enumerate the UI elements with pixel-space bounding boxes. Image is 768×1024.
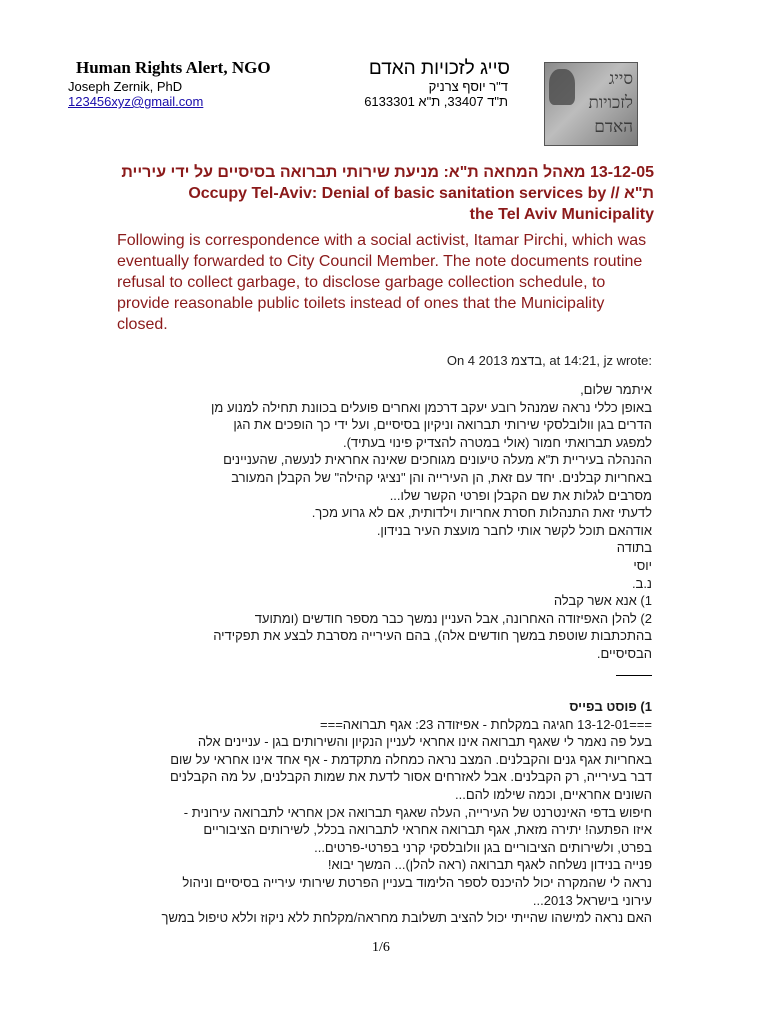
- letter-line: בהתכתבות שוטפת במשך חודשים אלה), בהם העירייה מסרבת לבצע את תפקידיה: [213, 628, 652, 644]
- title-line-1: 13-12-05 מאהל המחאה ת"א: מניעת שירותי תברואה בסיסיים על ידי עיריית: [121, 164, 654, 181]
- post-line: פנייה בנידון נשלחה לאגף תברואה (ראה להלן)... המשך יבוא!: [327, 857, 652, 873]
- post-line: איזו הפתעה! יתירה מזאת, אגף תברואה אחראי לתברואה בכלל, לשירותים הציבוריים: [203, 822, 652, 838]
- post-line: נראה לי שהמקרה יכול להיכנס לספר הלימוד בעניין הפרטת שירותי עירייה בסיסיים וניהול: [182, 874, 652, 890]
- letter-line: בתודה: [616, 540, 652, 556]
- post-line: בפרט, ולשירותים הציבוריים בגן וולובלסקי קרני בפרטי-פרטים...: [314, 839, 652, 855]
- letter-body: [132, 381, 652, 673]
- facebook-post: [132, 698, 652, 927]
- email-quote-header: On 4 בדצמ 2013, at 14:21, jz wrote:: [446, 353, 652, 368]
- post-line: באחריות אגף גנים והקבלנים. המצב נראה כמחלה מתקדמת - אף אחד אינו אחראי על שום: [170, 751, 652, 767]
- post-heading: 1) פוסט בפייס: [569, 699, 652, 714]
- organization-name-english: Human Rights Alert, NGO: [76, 58, 271, 77]
- letter-line: אודהאם תוכל לקשר אותי לחבר מועצת העיר בנידון.: [376, 522, 652, 538]
- letter-line: למפגע תברואתי חמור (אולי במטרה להצדיק פינוי בעתיד).: [342, 434, 652, 450]
- post-line: ===13-12-01 חגיגה במקלחת - אפיזודה 23: אגף תברואה===: [320, 716, 652, 732]
- organization-name-hebrew: סייג לזכויות האדם: [368, 58, 510, 79]
- letter-line: נ.ב.: [631, 575, 652, 591]
- post-line: בעל פה נאמר לי שאגף תברואה אינו אחראי לעניין הנקיון והשירותים בגן - עניינים אלה: [197, 734, 652, 750]
- post-line: חיפוש בדפי האינטרנט של העירייה, העלה שאגף תברואה אכן אחראי לתברואה עירונית -: [183, 804, 652, 820]
- letter-line: יוסי: [633, 557, 652, 573]
- letter-line: 1) אנא אשר קבלה: [553, 593, 652, 609]
- letter-line: ההנהלה בעיריית ת"א מעלה טיעונים מגוחכים שאינה אחראית לנעשה, שהעניינים: [223, 452, 652, 468]
- letter-line: מסרבים לגלות את שם הקבלן ופרטי הקשר שלו...: [389, 487, 652, 503]
- letter-line: באחריות קבלנים. יחד עם זאת, הן העירייה והן "נציגי קהילה" של הקבלן המעורב: [231, 469, 652, 485]
- organization-logo: [544, 62, 638, 146]
- letter-line: הדרים בגן וולובלסקי שירותי תברואה וניקיון בסיסיים, ועל ידי כך הופכים את הגן: [233, 417, 652, 433]
- post-line: עירוני בישראל 2013...: [532, 892, 652, 908]
- post-line: האם נראה למישהו שהייתי יכול להציב תשלובת מחראה/מקלחת ללא ניקוז וללא טיפול במשך: [161, 910, 652, 926]
- title-line-2: Occupy Tel-Aviv: Denial of basic sanitation services by // ת"א: [188, 185, 654, 202]
- signature-divider: [132, 663, 652, 673]
- address-hebrew: ת"ד 33407, ת"א 6133301: [364, 94, 508, 109]
- intro-paragraph: Following is correspondence with a social activist, Itamar Pirchi, which was eventually forwarded to City Council Member. The note documents routine refusal to collect garbage, to disclose garbage collection schedule, to provide reasonable public toilets instead of ones that the Municipality closed.: [117, 232, 647, 333]
- post-line: דבר בעירייה, רק הקבלנים. אבל לאזרחים אסור לדעת את שמות הקבלנים, על מה הקבלנים: [169, 769, 652, 785]
- author-name-hebrew: ד"ר יוסף צרניק: [428, 79, 508, 94]
- letter-line: באופן כללי נראה שמנהל רובע יעקב דרכמן ואחרים פועלים בכוונת תחילה למנוע מן: [211, 399, 652, 415]
- post-line: השונים אחראיים, וכמה שילמו להם...: [455, 786, 652, 802]
- letter-line: איתמר שלום,: [580, 382, 652, 397]
- page-number: 1/6: [372, 940, 390, 955]
- letter-line: הבסיסיים.: [596, 645, 652, 661]
- document-title: [94, 162, 654, 225]
- logo-text: סייג לזכויות האדם: [588, 69, 633, 137]
- letter-line: 2) להלן האפיזודה האחרונה, אבל העניין נמשך כבר מספר חודשים (ומתועד: [254, 610, 652, 626]
- title-line-3: the Tel Aviv Municipality: [469, 206, 654, 223]
- letter-line: לדעתי זאת התנהלות חסרת אחריות וילדותית, אם לא גרוע מכך.: [311, 505, 652, 521]
- email-link[interactable]: 123456xyz@gmail.com: [68, 94, 204, 109]
- author-name-english: Joseph Zernik, PhD: [68, 79, 183, 94]
